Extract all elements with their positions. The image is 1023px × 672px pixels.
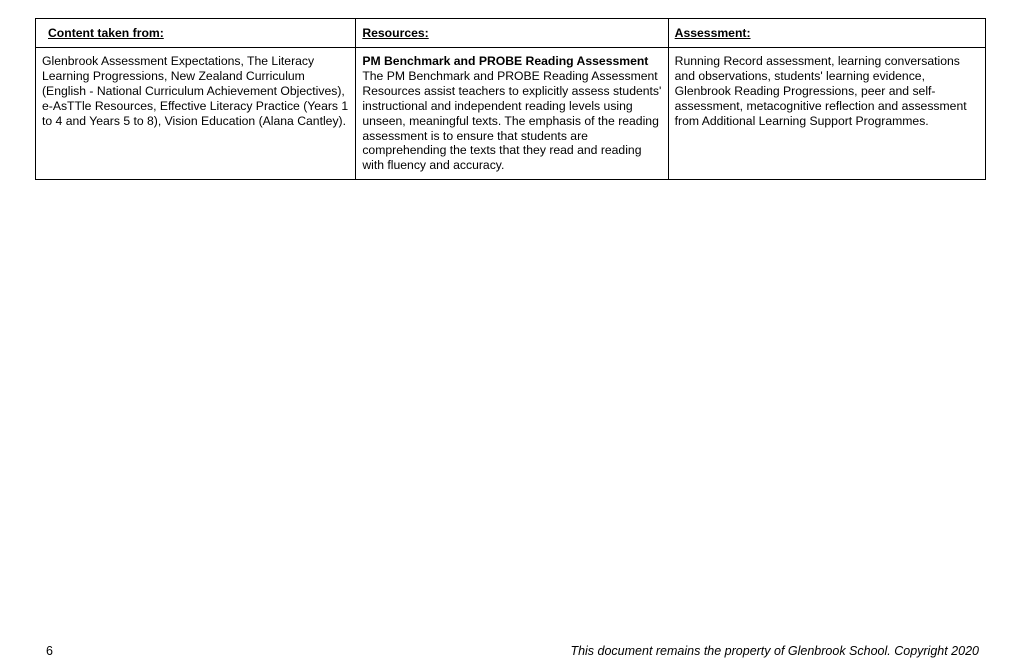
table-body-row xyxy=(36,48,986,180)
header-assessment: Assessment: xyxy=(674,26,751,40)
header-cell-assessment xyxy=(668,19,985,48)
resources-text: The PM Benchmark and PROBE Reading Assessment Resources assist teachers to explicitly assess students' instructional and independent reading levels using unseen, meaningful texts. The emphasis of the reading assessment is to ensure that students are comprehending the texts that they read and reading with fluency and accuracy. xyxy=(362,68,662,173)
header-cell-content-taken-from xyxy=(36,19,356,48)
header-cell-resources xyxy=(356,19,668,48)
content-taken-from-text: Glenbrook Assessment Expectations, The Literacy Learning Progressions, New Zealand Curriculum (English - National Curriculum Achievement Objectives), e-AsTTle Resources, Effective Literacy Practice (Years 1 to 4 and Years 5 to 8), Vision Education (Alana Cantley). xyxy=(42,54,349,128)
cell-assessment xyxy=(668,48,985,180)
cell-content-taken-from xyxy=(36,48,356,180)
header-content-taken-from: Content taken from: xyxy=(48,26,164,40)
resources-title: PM Benchmark and PROBE Reading Assessment xyxy=(362,54,649,68)
content-resources-assessment-table xyxy=(35,18,986,180)
assessment-text: Running Record assessment, learning conversations and observations, students' learning evidence, Glenbrook Reading Progressions, peer and self-assessment, metacognitive reflection and assessment from Additional Learning Support Programmes. xyxy=(674,54,967,128)
page-number: 6 xyxy=(46,644,53,658)
cell-resources xyxy=(356,48,668,180)
copyright-notice: This document remains the property of Glenbrook School. Copyright 2020 xyxy=(570,644,979,658)
header-resources: Resources: xyxy=(362,26,429,40)
table-header-row xyxy=(36,19,986,48)
